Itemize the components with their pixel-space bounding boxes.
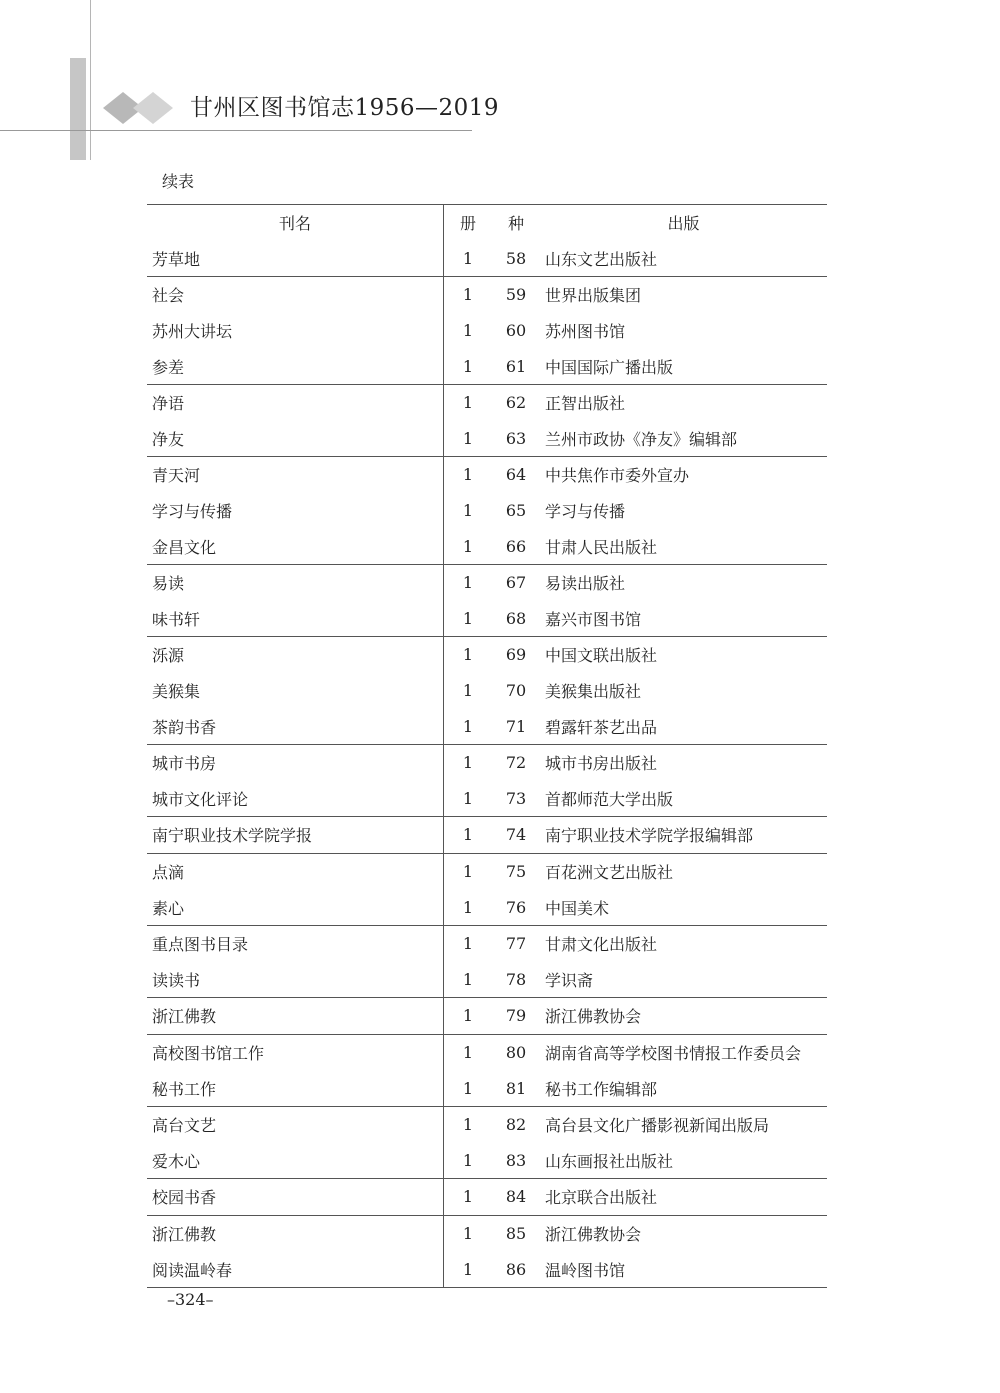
cell-kinds: 67 (492, 564, 540, 600)
table-row (147, 853, 827, 889)
header-rule (0, 130, 472, 131)
cell-volumes: 1 (444, 853, 493, 889)
header-gray-bar (70, 58, 86, 160)
cell-kinds: 82 (492, 1106, 540, 1142)
cell-kinds: 73 (505, 788, 527, 808)
cell-volumes: 1 (462, 501, 474, 521)
table-row (147, 744, 827, 780)
cell-publisher: 易读出版社 (540, 564, 827, 600)
cell-title: 美猴集 (147, 673, 444, 709)
cell-kinds: 77 (492, 925, 540, 961)
cell-kinds: 76 (505, 897, 527, 917)
cell-publisher: 山东画报社出版社 (545, 1151, 674, 1171)
cell-title: 高校图书馆工作 (147, 1034, 444, 1070)
cell-volumes: 1 (462, 897, 474, 917)
cell-kinds: 85 (492, 1215, 540, 1251)
page-number: –324– (167, 1290, 214, 1309)
cell-volumes: 1 (462, 536, 474, 556)
table-row (147, 961, 827, 997)
cell-publisher: 中国国际广播出版 (545, 357, 674, 377)
cell-title: 南宁职业技术学院学报 (147, 817, 444, 854)
cell-kinds: 62 (492, 384, 540, 420)
cell-title: 净语 (147, 384, 444, 420)
cell-volumes: 1 (462, 356, 474, 376)
table-row (147, 421, 827, 457)
cell-publisher: 北京联合出版社 (540, 1179, 827, 1216)
cell-volumes: 1 (462, 1150, 474, 1170)
cell-title: 爱木心 (147, 1142, 444, 1178)
cell-kinds: 63 (505, 428, 527, 448)
table-row (147, 277, 827, 313)
cell-title: 味书轩 (147, 601, 444, 637)
cell-publisher: 浙江佛教协会 (540, 998, 827, 1035)
cell-volumes: 1 (444, 744, 493, 780)
table-row (147, 1106, 827, 1142)
column-header-title: 刊名 (147, 205, 444, 241)
cell-kinds: 86 (492, 1251, 540, 1287)
cell-publisher: 学识斋 (545, 970, 594, 990)
cell-title: 城市文化评论 (147, 781, 444, 817)
table-row (147, 1251, 827, 1287)
cell-kinds: 59 (492, 277, 540, 313)
cell-publisher: 正智出版社 (540, 384, 827, 420)
cell-title: 泺源 (147, 637, 444, 673)
column-header-volumes: 册 (444, 205, 493, 241)
cell-publisher: 城市书房出版社 (540, 744, 827, 780)
cell-volumes: 1 (444, 1179, 493, 1216)
cell-publisher: 南宁职业技术学院学报编辑部 (540, 817, 827, 854)
cell-volumes: 1 (462, 1078, 474, 1098)
cell-kinds: 58 (505, 248, 527, 268)
cell-title: 青天河 (147, 457, 444, 493)
cell-volumes: 1 (462, 321, 474, 341)
cell-volumes: 1 (444, 277, 493, 313)
table-header-row (147, 205, 827, 241)
cell-title: 点滴 (147, 853, 444, 889)
cell-volumes: 1 (462, 788, 474, 808)
table-row (147, 708, 827, 744)
cell-title: 城市书房 (147, 744, 444, 780)
cell-publisher: 首都师范大学出版 (545, 789, 674, 809)
cell-volumes: 1 (444, 1106, 493, 1142)
cell-title: 读读书 (147, 961, 444, 997)
cell-volumes: 1 (444, 925, 493, 961)
cell-title: 阅读温岭春 (147, 1251, 444, 1287)
cell-kinds: 78 (505, 969, 527, 989)
cell-volumes: 1 (462, 969, 474, 989)
cell-title: 高台文艺 (147, 1106, 444, 1142)
cell-title: 金昌文化 (147, 528, 444, 564)
cell-kinds: 75 (492, 853, 540, 889)
cell-publisher: 百花洲文艺出版社 (540, 853, 827, 889)
cell-volumes: 1 (444, 637, 493, 673)
cell-title: 净友 (147, 421, 444, 457)
cell-kinds: 84 (492, 1179, 540, 1216)
table-row (147, 457, 827, 493)
cell-title: 重点图书目录 (147, 925, 444, 961)
cell-publisher: 山东文艺出版社 (545, 249, 658, 269)
table-row (147, 637, 827, 673)
cell-kinds: 64 (492, 457, 540, 493)
cell-title: 素心 (147, 889, 444, 925)
cell-volumes: 1 (462, 248, 474, 268)
cell-kinds: 70 (505, 681, 527, 701)
periodicals-table (147, 204, 827, 1288)
cell-title: 苏州大讲坛 (147, 313, 444, 349)
cell-volumes: 1 (444, 998, 493, 1035)
cell-publisher: 学习与传播 (545, 502, 626, 522)
table-row (147, 673, 827, 709)
table-row (147, 1034, 827, 1070)
cell-publisher: 世界出版集团 (540, 277, 827, 313)
cell-kinds: 83 (505, 1150, 527, 1170)
cell-volumes: 1 (444, 1251, 493, 1287)
cell-publisher: 碧露轩茶艺出品 (545, 717, 658, 737)
table-row (147, 241, 827, 277)
table-body (147, 241, 827, 1288)
table-row (147, 493, 827, 529)
continued-label: 续表 (162, 172, 195, 191)
cell-title: 茶韵书香 (147, 708, 444, 744)
cell-kinds: 60 (505, 321, 527, 341)
header-vertical-rule (90, 0, 91, 160)
cell-volumes: 1 (462, 681, 474, 701)
cell-volumes: 1 (444, 1034, 493, 1070)
cell-title: 参差 (147, 348, 444, 384)
table-row (147, 348, 827, 384)
cell-kinds: 69 (492, 637, 540, 673)
table-row (147, 384, 827, 420)
cell-volumes: 1 (462, 608, 474, 628)
table-row (147, 1142, 827, 1178)
cell-publisher: 兰州市政协《净友》编辑部 (545, 429, 738, 449)
table-row (147, 925, 827, 961)
cell-publisher: 浙江佛教协会 (540, 1215, 827, 1251)
cell-kinds: 61 (505, 356, 527, 376)
cell-title: 学习与传播 (147, 493, 444, 529)
column-header-kinds: 种 (492, 205, 540, 241)
header-diamond-ornament-icon (103, 91, 183, 125)
table-row (147, 564, 827, 600)
cell-publisher: 嘉兴市图书馆 (545, 609, 642, 629)
book-title: 甘州区图书馆志1956—2019 (190, 95, 500, 121)
cell-volumes: 1 (444, 817, 493, 854)
cell-publisher: 苏州图书馆 (545, 322, 626, 342)
cell-publisher: 甘肃文化出版社 (540, 925, 827, 961)
cell-title: 校园书香 (147, 1179, 444, 1216)
column-header-publisher: 出版 (540, 205, 827, 241)
cell-volumes: 1 (444, 384, 493, 420)
cell-publisher: 甘肃人民出版社 (545, 537, 658, 557)
cell-kinds: 71 (505, 716, 527, 736)
cell-volumes: 1 (444, 564, 493, 600)
table-row (147, 1070, 827, 1106)
cell-kinds: 68 (505, 608, 527, 628)
cell-publisher: 美猴集出版社 (545, 682, 642, 702)
cell-kinds: 65 (505, 501, 527, 521)
table-row (147, 817, 827, 854)
cell-title: 浙江佛教 (147, 998, 444, 1035)
table-row (147, 1215, 827, 1251)
cell-volumes: 1 (444, 1215, 493, 1251)
cell-publisher: 中国文联出版社 (540, 637, 827, 673)
cell-kinds: 81 (505, 1078, 527, 1098)
cell-kinds: 66 (505, 536, 527, 556)
cell-publisher: 湖南省高等学校图书情报工作委员会 (540, 1034, 827, 1070)
cell-publisher: 温岭图书馆 (540, 1251, 827, 1287)
cell-publisher: 中国美术 (545, 898, 610, 918)
cell-publisher: 高台县文化广播影视新闻出版局 (540, 1106, 827, 1142)
cell-title: 浙江佛教 (147, 1215, 444, 1251)
table-row (147, 528, 827, 564)
table-row (147, 781, 827, 817)
cell-volumes: 1 (462, 716, 474, 736)
cell-kinds: 80 (492, 1034, 540, 1070)
cell-kinds: 74 (492, 817, 540, 854)
table-row (147, 998, 827, 1035)
cell-kinds: 79 (492, 998, 540, 1035)
table-row (147, 601, 827, 637)
cell-title: 芳草地 (147, 241, 444, 277)
cell-title: 易读 (147, 564, 444, 600)
table-row (147, 1179, 827, 1216)
cell-publisher: 中共焦作市委外宣办 (540, 457, 827, 493)
table-row (147, 889, 827, 925)
table-row (147, 313, 827, 349)
cell-publisher: 秘书工作编辑部 (545, 1079, 658, 1099)
cell-volumes: 1 (462, 428, 474, 448)
cell-title: 秘书工作 (147, 1070, 444, 1106)
cell-title: 社会 (147, 277, 444, 313)
cell-kinds: 72 (492, 744, 540, 780)
cell-volumes: 1 (444, 457, 493, 493)
